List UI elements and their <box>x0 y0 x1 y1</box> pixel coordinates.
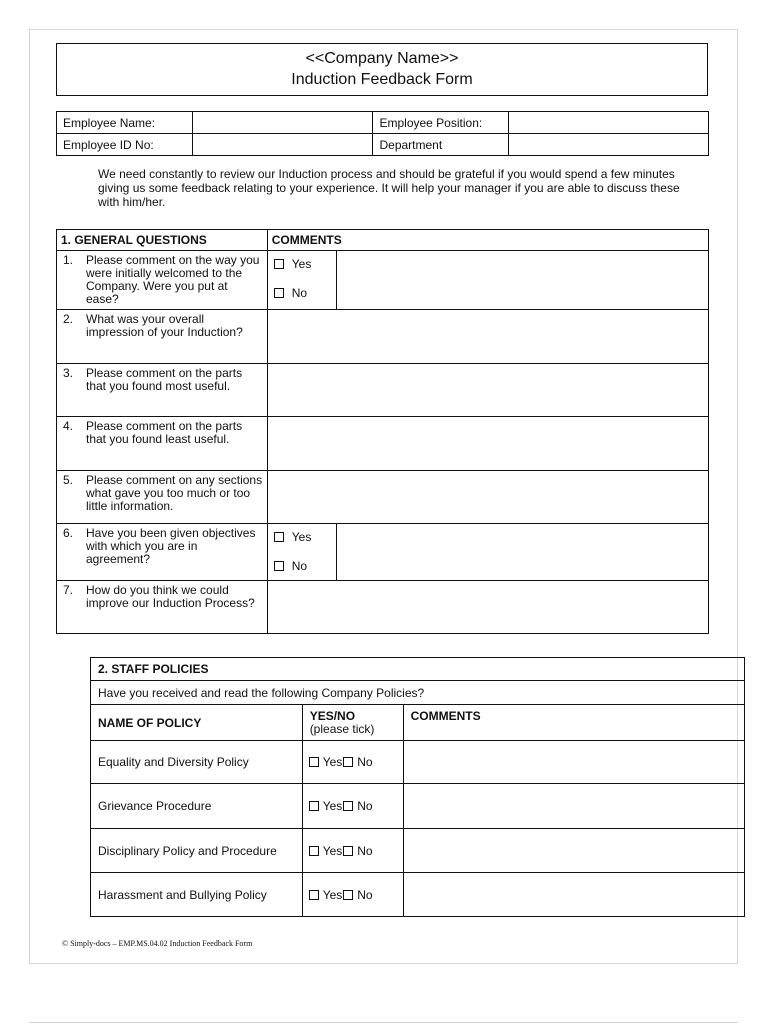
employee-info-table <box>56 111 709 156</box>
question-2 <box>57 310 268 364</box>
intro-paragraph: We need constantly to review our Induction process and should be grateful if you would spend a few minutes giving us some feedback relating to your experience. It will help your manager if you are able to discuss these with him/her. <box>98 167 680 209</box>
no-label: No <box>357 799 373 813</box>
yes-no-heading <box>302 705 403 741</box>
form-title: Induction Feedback Form <box>291 71 473 88</box>
employee-name-label: Employee Name: <box>57 112 193 134</box>
yes-checkbox[interactable] <box>309 757 319 767</box>
staff-policies-heading: 2. STAFF POLICIES <box>91 658 745 681</box>
no-label: No <box>291 286 308 300</box>
no-label: No <box>291 559 308 573</box>
question-text: Please comment on any sections what gave you too much or too little information. <box>86 473 263 513</box>
question-5 <box>57 471 268 524</box>
no-checkbox[interactable] <box>274 288 284 298</box>
no-label: No <box>357 887 373 902</box>
question-number: 4. <box>63 419 74 433</box>
question-number: 1. <box>63 253 74 267</box>
employee-position-label: Employee Position: <box>373 112 509 134</box>
policy-comments[interactable] <box>403 741 744 784</box>
employee-position-field[interactable] <box>509 112 709 134</box>
policy-yes-no <box>302 784 403 829</box>
comments-heading: COMMENTS <box>267 230 708 251</box>
yes-checkbox[interactable] <box>309 846 319 856</box>
policy-name: Disciplinary Policy and Procedure <box>91 829 303 873</box>
no-checkbox[interactable] <box>343 846 353 856</box>
no-label: No <box>357 755 373 769</box>
yes-label: Yes <box>322 755 343 769</box>
question-3-comments[interactable] <box>267 364 708 417</box>
form-title-box <box>56 43 708 96</box>
policy-name: Harassment and Bullying Policy <box>91 873 303 917</box>
question-number: 6. <box>63 526 74 540</box>
policy-comments[interactable] <box>403 873 744 917</box>
employee-name-field[interactable] <box>192 112 373 134</box>
policy-name: Equality and Diversity Policy <box>91 741 303 784</box>
document-footer: © Simply-docs – EMP.MS.04.02 Induction Feedback Form <box>62 939 253 948</box>
department-field[interactable] <box>509 134 709 156</box>
no-checkbox[interactable] <box>274 561 284 571</box>
policy-comments[interactable] <box>403 829 744 873</box>
question-6-comments[interactable] <box>336 524 708 581</box>
no-checkbox[interactable] <box>343 757 353 767</box>
question-1 <box>57 251 268 310</box>
question-5-comments[interactable] <box>267 471 708 524</box>
yes-checkbox[interactable] <box>309 890 319 900</box>
question-text: Please comment on the parts that you found most useful. <box>86 366 243 393</box>
staff-policies-table <box>90 657 745 917</box>
no-checkbox[interactable] <box>343 890 353 900</box>
question-text: Have you been given objectives with which you are in agreement? <box>86 526 256 566</box>
question-text: Please comment on the parts that you found least useful. <box>86 419 243 446</box>
employee-id-field[interactable] <box>192 134 373 156</box>
no-checkbox[interactable] <box>343 801 353 811</box>
yes-checkbox[interactable] <box>309 801 319 811</box>
question-number: 7. <box>63 583 74 597</box>
policy-comments-heading: COMMENTS <box>403 705 744 741</box>
question-7 <box>57 581 268 634</box>
yes-no-heading-label: YES/NO <box>309 708 356 723</box>
question-6-yes-no <box>267 524 336 581</box>
question-number: 5. <box>63 473 74 487</box>
question-text: How do you think we could improve our Induction Process? <box>86 583 255 610</box>
staff-policies-question: Have you received and read the following Company Policies? <box>91 681 745 705</box>
yes-label: Yes <box>291 530 312 544</box>
company-name: <<Company Name>> <box>305 50 459 67</box>
general-questions-table <box>56 229 709 634</box>
question-3 <box>57 364 268 417</box>
no-label: No <box>357 843 373 858</box>
yes-label: Yes <box>291 257 312 271</box>
yes-label: Yes <box>322 799 343 813</box>
question-1-yes-no <box>267 251 336 310</box>
question-7-comments[interactable] <box>267 581 708 634</box>
employee-id-label: Employee ID No: <box>57 134 193 156</box>
question-number: 3. <box>63 366 74 380</box>
question-4-comments[interactable] <box>267 417 708 471</box>
question-2-comments[interactable] <box>267 310 708 364</box>
question-6 <box>57 524 268 581</box>
yes-label: Yes <box>322 887 343 902</box>
question-text: Please comment on the way you were initially welcomed to the Company. Were you put at ease? <box>86 253 260 306</box>
policy-yes-no <box>302 873 403 917</box>
policy-yes-no <box>302 829 403 873</box>
yes-checkbox[interactable] <box>274 532 284 542</box>
yes-checkbox[interactable] <box>274 259 284 269</box>
question-4 <box>57 417 268 471</box>
policy-name-heading: NAME OF POLICY <box>91 705 303 741</box>
policy-comments[interactable] <box>403 784 744 829</box>
policy-yes-no <box>302 741 403 784</box>
general-questions-heading: 1. GENERAL QUESTIONS <box>57 230 268 251</box>
page-divider <box>29 1022 738 1023</box>
question-1-comments[interactable] <box>336 251 708 310</box>
yes-label: Yes <box>322 843 343 858</box>
question-text: What was your overall impression of your Induction? <box>86 312 243 339</box>
question-number: 2. <box>63 312 74 326</box>
yes-no-heading-sub: (please tick) <box>309 721 375 736</box>
policy-name: Grievance Procedure <box>91 784 303 829</box>
department-label: Department <box>373 134 509 156</box>
